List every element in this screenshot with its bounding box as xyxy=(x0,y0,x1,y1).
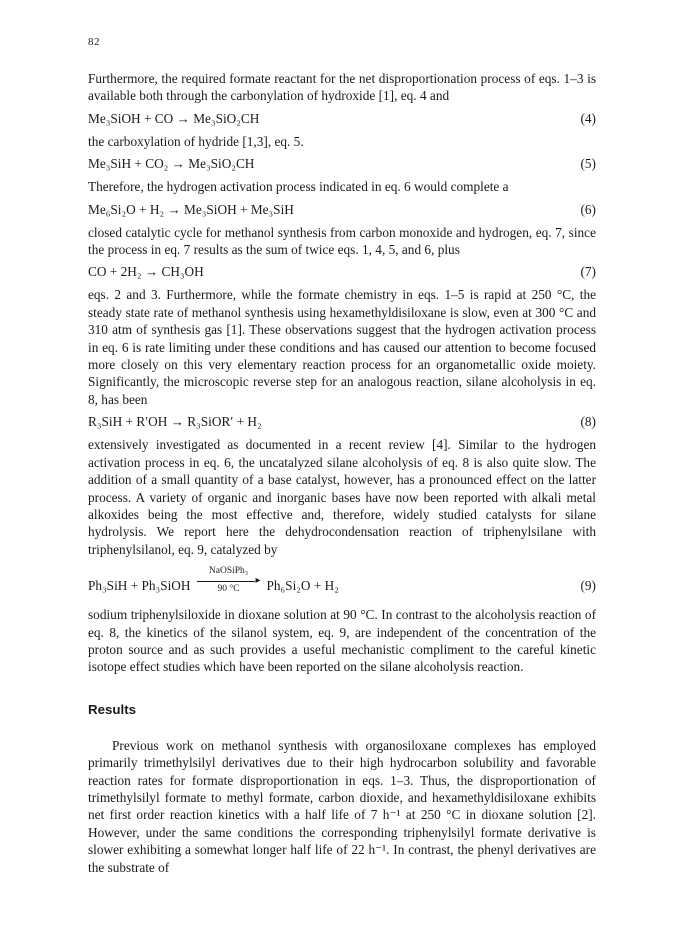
equation-9 xyxy=(88,566,596,600)
reaction-arrow xyxy=(197,566,261,596)
equation-6 xyxy=(88,200,596,220)
paragraph-formate-reactant: Furthermore, the required formate reactant for the net disproportionation process of eqs. 1–3 is available both through the carbonylation of hydroxide [1], eq. 4 and xyxy=(88,71,596,104)
equation-7 xyxy=(88,262,596,282)
paragraph-previous-work: Previous work on methanol synthesis with organosiloxane complexes has employed primarily trimethylsilyl derivatives due to their high hydrocarbon solubility and favorable reaction rates for formate disproportionation in eqs. 1–3. Thus, the disproportionation of trimethylsilyl formate to methyl formate, carbon dioxide, and hexamethyldisiloxane exhibits net first order reaction kinetics with a half life of 7 h⁻¹ at 250 °C in dioxane solution [2]. However, under the same conditions the corresponding triphenylsilyl formate derivative is slower exhibiting a somewhat longer half life of 22 h⁻¹. In contrast, the phenyl derivatives are the substrate of xyxy=(88,737,596,875)
equation-5-text: Me₃SiH + CO₂ → Me₃SiO₂CH xyxy=(88,156,255,172)
arrow-line xyxy=(197,581,255,582)
equation-9-number: (9) xyxy=(580,578,596,594)
equation-8-text: R₃SiH + R′OH → R₃SiOR′ + H₂ xyxy=(88,414,262,430)
paragraph-siloxide: sodium triphenylsiloxide in dioxane solution at 90 °C. In contrast to the alcoholysis reaction of eq. 8, the kinetics of the silanol system, eq. 9, are independent of the concentration of the proton source and as such provides a useful mechanistic compliment to the careful kinetic isotope effect studies which have been reported on the silane alcoholysis reaction. xyxy=(88,607,596,675)
equation-8 xyxy=(88,412,596,432)
equation-7-text: CO + 2H₂ → CH₃OH xyxy=(88,264,204,280)
arrow-head-icon: ▸ xyxy=(255,575,261,587)
equation-9-reactants: Ph₃SiH + Ph₃SiOH xyxy=(88,578,191,594)
equation-4 xyxy=(88,109,596,129)
paragraph-silane-alcoholysis: extensively investigated as documented in a recent review [4]. Similar to the hydrogen activation process in eq. 6, the uncatalyzed silane alcoholysis of eq. 8 is also quite slow. The addition of a small quantity of a base catalyst, however, has a pronounced effect on the latter process. A variety of organic and inorganic bases have now been reported with alkali metal alkoxides being the most effective and, therefore, widely studied catalysts for silane hydrolysis. We report here the dehydrocondensation reaction of triphenylsilane with triphenylsilanol, eq. 9, catalyzed by xyxy=(88,437,596,557)
equation-7-number: (7) xyxy=(580,264,596,280)
paragraph-carboxylation: the carboxylation of hydride [1,3], eq. 5. xyxy=(88,133,304,149)
equation-9-products: Ph₆Si₂O + H₂ xyxy=(266,578,339,594)
equation-9-body xyxy=(88,566,339,606)
reaction-catalyst: NaOSiPh₃ xyxy=(208,566,249,577)
equation-6-number: (6) xyxy=(580,201,596,217)
equation-4-number: (4) xyxy=(580,110,596,126)
equation-6-text: Me₆Si₂O + H₂ → Me₃SiOH + Me₃SiH xyxy=(88,201,294,217)
paragraph-steady-state: eqs. 2 and 3. Furthermore, while the formate chemistry in eqs. 1–5 is rapid at 250 °C, the steady state rate of methanol synthesis using hexamethyldisiloxane is slow, even at 300 °C and 310 atm of synthesis gas [1]. These observations suggest that the hydrogen activation process in eq. 6 is rate limiting under these conditions and has caused our attention to become focused more closely on this very elementary reaction process for an organometallic oxide moiety. Significantly, the microscopic reverse step for an analogous reaction, silane alcoholysis in eq. 8, has been xyxy=(88,287,596,407)
paragraph-hydrogen-activation: Therefore, the hydrogen activation process indicated in eq. 6 would complete a xyxy=(88,179,509,195)
paragraph-catalytic-cycle: closed catalytic cycle for methanol synthesis from carbon monoxide and hydrogen, eq. 7, since the process in eq. 7 results as the sum of twice eqs. 1, 4, 5, and 6, plus xyxy=(88,224,596,258)
reaction-temperature: 90 °C xyxy=(217,584,240,595)
text-column xyxy=(88,70,596,876)
equation-5 xyxy=(88,154,596,174)
page-number: 82 xyxy=(88,36,100,48)
section-heading-results: Results xyxy=(88,701,137,717)
equation-8-number: (8) xyxy=(580,414,596,430)
equation-5-number: (5) xyxy=(580,156,596,172)
equation-4-text: Me₃SiOH + CO → Me₃SiO₂CH xyxy=(88,110,260,126)
